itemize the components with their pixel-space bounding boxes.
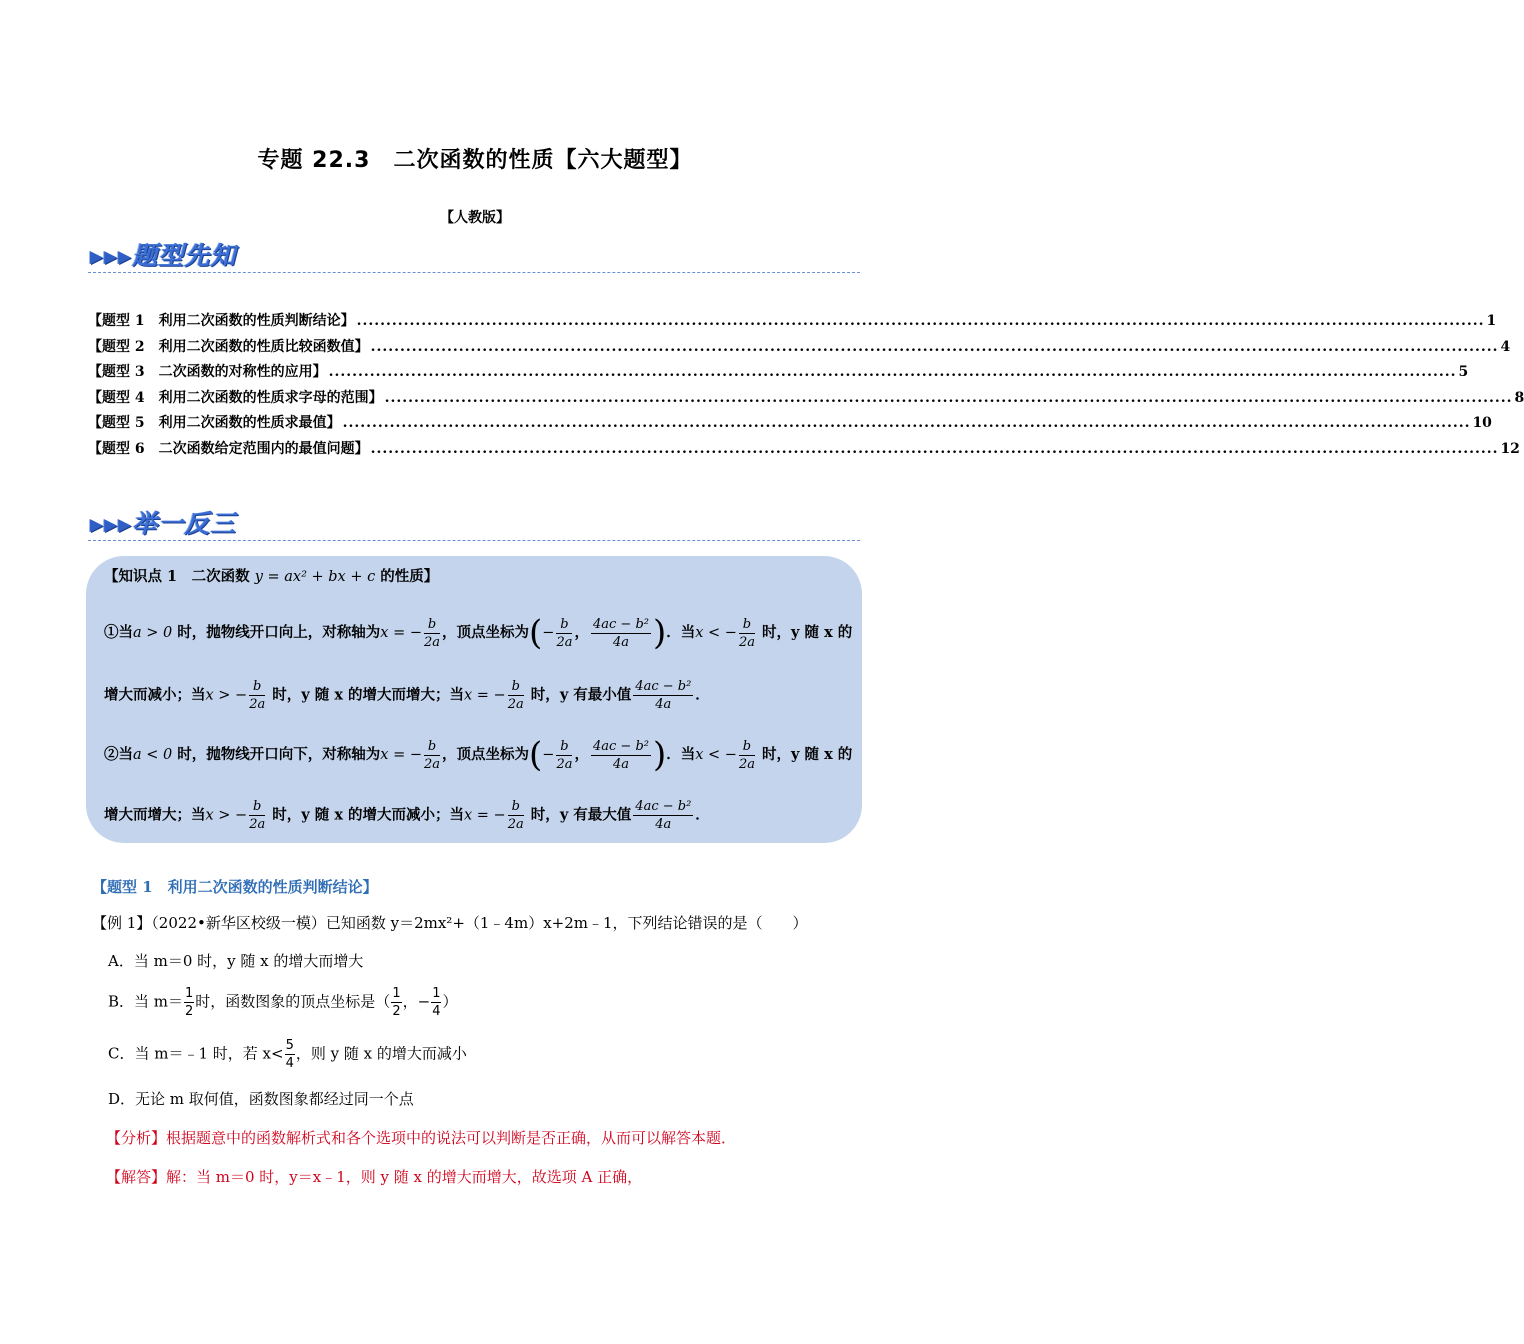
fraction: $\frac{1}{4}$ (432, 986, 441, 1019)
fraction: $\frac{b}{2a}$ (738, 738, 755, 772)
fraction: $\frac{b}{2a}$ (507, 679, 524, 712)
divider (88, 272, 860, 273)
knowledge-line-2: 增大而减小；当x > − $\frac{b}{2a}$ 时，y 随 x 的增大而增大；当x = − $\frac{b}{2a}$ 时，y 有最小值 $\frac{\text{4ac − b²}}{4a}$ ． (104, 679, 710, 712)
banner-question-types (90, 236, 236, 272)
fraction: $\frac{b}{2a}$ (556, 738, 573, 772)
fraction: $\frac{b}{2a}$ (249, 799, 266, 832)
option-b[interactable]: B．当 m＝ $\frac{1}{2}$ 时，函数图象的顶点坐标是（ $\frac{1}{2}$ ，− $\frac{1}{4}$ ） (108, 986, 458, 1019)
fraction: $\frac{\text{4ac − b²}}{4a}$ (592, 616, 649, 650)
section-heading: 【题型 1 利用二次函数的性质判断结论】 (92, 878, 378, 896)
toc-item[interactable]: 【题型 4 利用二次函数的性质求字母的范围】 ................................................................................................................................................................................................ 8 (88, 389, 1524, 406)
toc-item[interactable]: 【题型 2 利用二次函数的性质比较函数值】 ................................................................................................................................................................................................ 4 (88, 338, 1511, 355)
fraction: $\frac{1}{2}$ (392, 986, 401, 1019)
option-a[interactable]: A．当 m＝0 时，y 随 x 的增大而增大 (108, 952, 364, 970)
knowledge-heading: 【知识点 1 二次函数 y = ax² + bx + c 的性质】 (104, 568, 439, 585)
answer-text: 【解答】解：当 m＝0 时，y＝x﹣1，则 y 随 x 的增大而增大，故选项 A 正确， (106, 1168, 643, 1186)
fraction: $\frac{5}{4}$ (285, 1038, 294, 1071)
toc-item[interactable]: 【题型 3 二次函数的对称性的应用】 ................................................................................................................................................................................................ 5 (88, 364, 1469, 381)
fraction: $\frac{b}{2a}$ (507, 799, 524, 832)
triple-arrow-icon: ▶▶▶ (90, 515, 133, 535)
divider (88, 540, 860, 541)
triple-arrow-icon: ▶▶▶ (90, 247, 133, 267)
banner-examples (90, 504, 236, 540)
analysis-text: 【分析】根据题意中的函数解析式和各个选项中的说法可以判断是否正确，从而可以解答本题． (106, 1129, 737, 1147)
page-title: 专题 22.3 二次函数的性质【六大题型】 (257, 148, 693, 173)
fraction: $\frac{\text{4ac − b²}}{4a}$ (592, 738, 649, 772)
fraction: $\frac{b}{2a}$ (424, 738, 441, 772)
table-of-contents (88, 310, 1524, 464)
option-c[interactable]: C．当 m＝﹣1 时，若 x< $\frac{5}{4}$ ，则 y 随 x 的增大而减小 (108, 1038, 467, 1071)
fraction: $\frac{b}{2a}$ (424, 616, 441, 650)
fraction: $\frac{b}{2a}$ (249, 679, 266, 712)
toc-item[interactable]: 【题型 5 利用二次函数的性质求最值】 ................................................................................................................................................................................................ 10 (88, 415, 1492, 432)
knowledge-line-3: ②当a < 0 时，抛物线开口向下，对称轴为x = − $\frac{b}{2a}$ ，顶点坐标为(− $\frac{b}{2a}$ ， $\frac{\text{4ac − b²}}{4a}$ )．当x < − $\frac{b}{2a}$ 时，y 随 x 的 (104, 735, 853, 775)
page-subtitle: 【人教版】 (440, 210, 510, 226)
banner-label: 举一反三 (132, 509, 237, 538)
fraction: $\frac{1}{2}$ (185, 986, 194, 1019)
fraction: $\frac{b}{2a}$ (738, 616, 755, 650)
option-d[interactable]: D．无论 m 取何值，函数图象都经过同一个点 (108, 1090, 414, 1108)
fraction: $\frac{b}{2a}$ (556, 616, 573, 650)
knowledge-line-1: ①当a > 0 时，抛物线开口向上，对称轴为x = − $\frac{b}{2a}$ ，顶点坐标为(− $\frac{b}{2a}$ ， $\frac{\text{4ac − b²}}{4a}$ )．当x < − $\frac{b}{2a}$ 时，y 随 x 的 (104, 613, 853, 653)
fraction: $\frac{\text{4ac − b²}}{4a}$ (635, 799, 692, 832)
fraction: $\frac{\text{4ac − b²}}{4a}$ (635, 679, 692, 712)
example-question: 【例 1】（2022•新华区校级一模）已知函数 y＝2mx²+（1﹣4m）x+2m﹣1，下列结论错误的是（ ） (92, 914, 808, 932)
toc-item[interactable]: 【题型 1 利用二次函数的性质判断结论】 ................................................................................................................................................................................................ 1 (88, 313, 1497, 329)
knowledge-line-4: 增大而增大；当x > − $\frac{b}{2a}$ 时，y 随 x 的增大而减小；当x = − $\frac{b}{2a}$ 时，y 有最大值 $\frac{\text{4ac − b²}}{4a}$ ． (104, 799, 710, 832)
banner-label: 题型先知 (132, 241, 237, 270)
toc-item[interactable]: 【题型 6 二次函数给定范围内的最值问题】 ................................................................................................................................................................................................ 12 (88, 440, 1520, 457)
